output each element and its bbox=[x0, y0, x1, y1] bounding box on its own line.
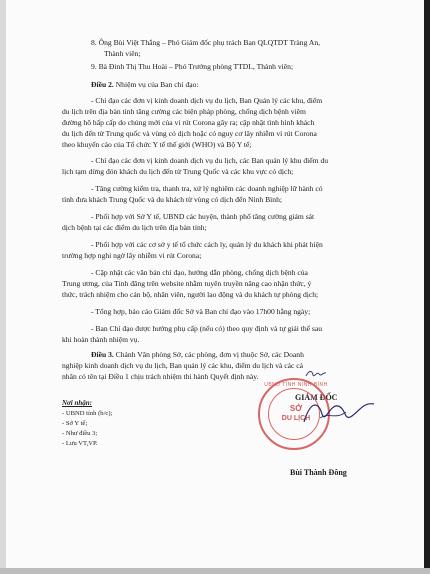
article-2-title-rest: Nhiệm vụ của Ban chỉ đạo: bbox=[113, 80, 199, 89]
a2-p1-l2: du lịch trên địa bàn tỉnh tăng cường các biện pháp phòng, chống dịch bệnh viêm bbox=[62, 107, 306, 116]
a2-p3-l2: tình đưa khách Trung Quốc và du khách từ vùng có dịch đến Ninh Bình; bbox=[62, 195, 282, 204]
page-edge-right bbox=[424, 0, 430, 574]
member-9-line: 9. Bà Đinh Thị Thu Hoài – Phó Trưởng phòng TTDL, Thành viên; bbox=[91, 62, 294, 71]
a2-p1-l3: đường hô hấp cấp do chủng mới của vi rút Corona gây ra; cập nhật tình hình khách bbox=[62, 118, 315, 127]
signer-name: Bùi Thành Đông bbox=[290, 468, 347, 477]
article-3-text-1: Chánh Văn phòng Sở, các phòng, đơn vị thuộc Sở, các Doanh bbox=[113, 350, 304, 359]
a2-p5-l1: - Phối hợp với các cơ sở y tế tổ chức cách ly, quản lý du khách khi phát hiện bbox=[91, 240, 323, 249]
stamp-center-top: SỞ bbox=[289, 404, 303, 413]
a2-p6-l2: Trung ương, của Tỉnh đăng trên website nhằm tuyên truyền nâng cao nhận thức, ý bbox=[62, 279, 312, 288]
a2-p1-l1: - Chỉ đạo các đơn vị kinh doanh dịch vụ du lịch, Ban Quản lý các khu, điểm bbox=[91, 96, 323, 105]
recipient-4: - Lưu VT,VP. bbox=[62, 440, 98, 447]
a2-p8-l2: khi hoàn thành nhiệm vụ. bbox=[62, 335, 140, 344]
article-2-title: Điều 2. bbox=[91, 80, 114, 89]
recipient-1: - UBND tỉnh (b/c); bbox=[62, 410, 113, 417]
a2-p1-l4: du lịch đến từ Trung quốc và vùng có dịch hoặc có nguy cơ lây nhiễm vi rút Corona bbox=[62, 129, 317, 138]
member-8-role: Thành viên; bbox=[104, 49, 141, 58]
article-3-title: Điều 3. bbox=[91, 350, 114, 359]
recipients-title: Nơi nhận: bbox=[62, 399, 93, 407]
initials-mark bbox=[305, 369, 327, 379]
handwritten-signature bbox=[300, 392, 380, 432]
signer-role: GIÁM ĐỐC bbox=[295, 393, 338, 402]
a2-p3-l1: - Tăng cường kiểm tra, thanh tra, xử lý nghiêm các doanh nghiệp lữ hành có bbox=[91, 184, 323, 193]
a2-p8-l1: - Ban Chỉ đạo được hưởng phụ cấp (nếu có) theo quy định và tự giải thể sau bbox=[91, 324, 323, 333]
a2-p7: - Tổng hợp, báo cáo Giám đốc Sở và Ban chỉ đạo vào 17h00 hằng ngày; bbox=[91, 307, 311, 316]
a2-p6-l3: thức, trách nhiệm cho cán bộ, nhân viên, người lao động và du khách tự phòng dịch; bbox=[62, 290, 319, 299]
a2-p4-l2: dịch bệnh tại các điểm du lịch trên địa bàn tỉnh; bbox=[62, 223, 207, 232]
article-3-l1 bbox=[91, 350, 304, 361]
a2-p4-l1: - Phối hợp với Sở Y tế, UBND các huyện, thành phố tăng cường giám sát bbox=[91, 212, 315, 221]
stamp-ring-text: UBND TỈNH NINH BÌNH bbox=[264, 382, 328, 388]
a2-p6-l1: - Cập nhật các văn bản chỉ đạo, hướng dẫn phòng, chống dịch bệnh của bbox=[91, 268, 308, 277]
recipient-2: - Sở Y tế; bbox=[62, 420, 88, 427]
page-edge-left bbox=[0, 0, 6, 574]
member-8-line: 8. Ông Bùi Việt Thắng – Phó Giám đốc phụ trách Ban QLQTDT Tràng An, bbox=[91, 38, 321, 47]
article-3-l3: nhân có tên tại Điều 1 chịu trách nhiệm thi hành Quyết định này. bbox=[62, 372, 259, 381]
a2-p2-l1: - Chỉ đạo các đơn vị kinh doanh dịch vụ du lịch, các Ban quản lý khu điểm du bbox=[91, 156, 329, 165]
a2-p1-l5: theo khuyến cáo của Tổ chức Y tế thế giới (WHO) và Bộ Y tế; bbox=[62, 140, 252, 149]
a2-p5-l2: trường hợp nghi ngờ lây nhiễm vi rút Corona; bbox=[62, 251, 202, 260]
page-edge-bottom bbox=[0, 568, 430, 574]
article-3-l2: nghiệp kinh doanh dịch vụ du lịch, Ban quản lý các khu, điểm du lịch và các cá bbox=[62, 361, 304, 370]
article-2-heading bbox=[91, 80, 199, 91]
recipient-3: - Như điều 3; bbox=[62, 430, 98, 437]
a2-p2-l2: lịch tạm dừng đón khách du lịch đến từ Trung Quốc và các khu vực có dịch; bbox=[62, 167, 294, 176]
stamp-center-bottom: DU LỊCH bbox=[281, 415, 311, 422]
